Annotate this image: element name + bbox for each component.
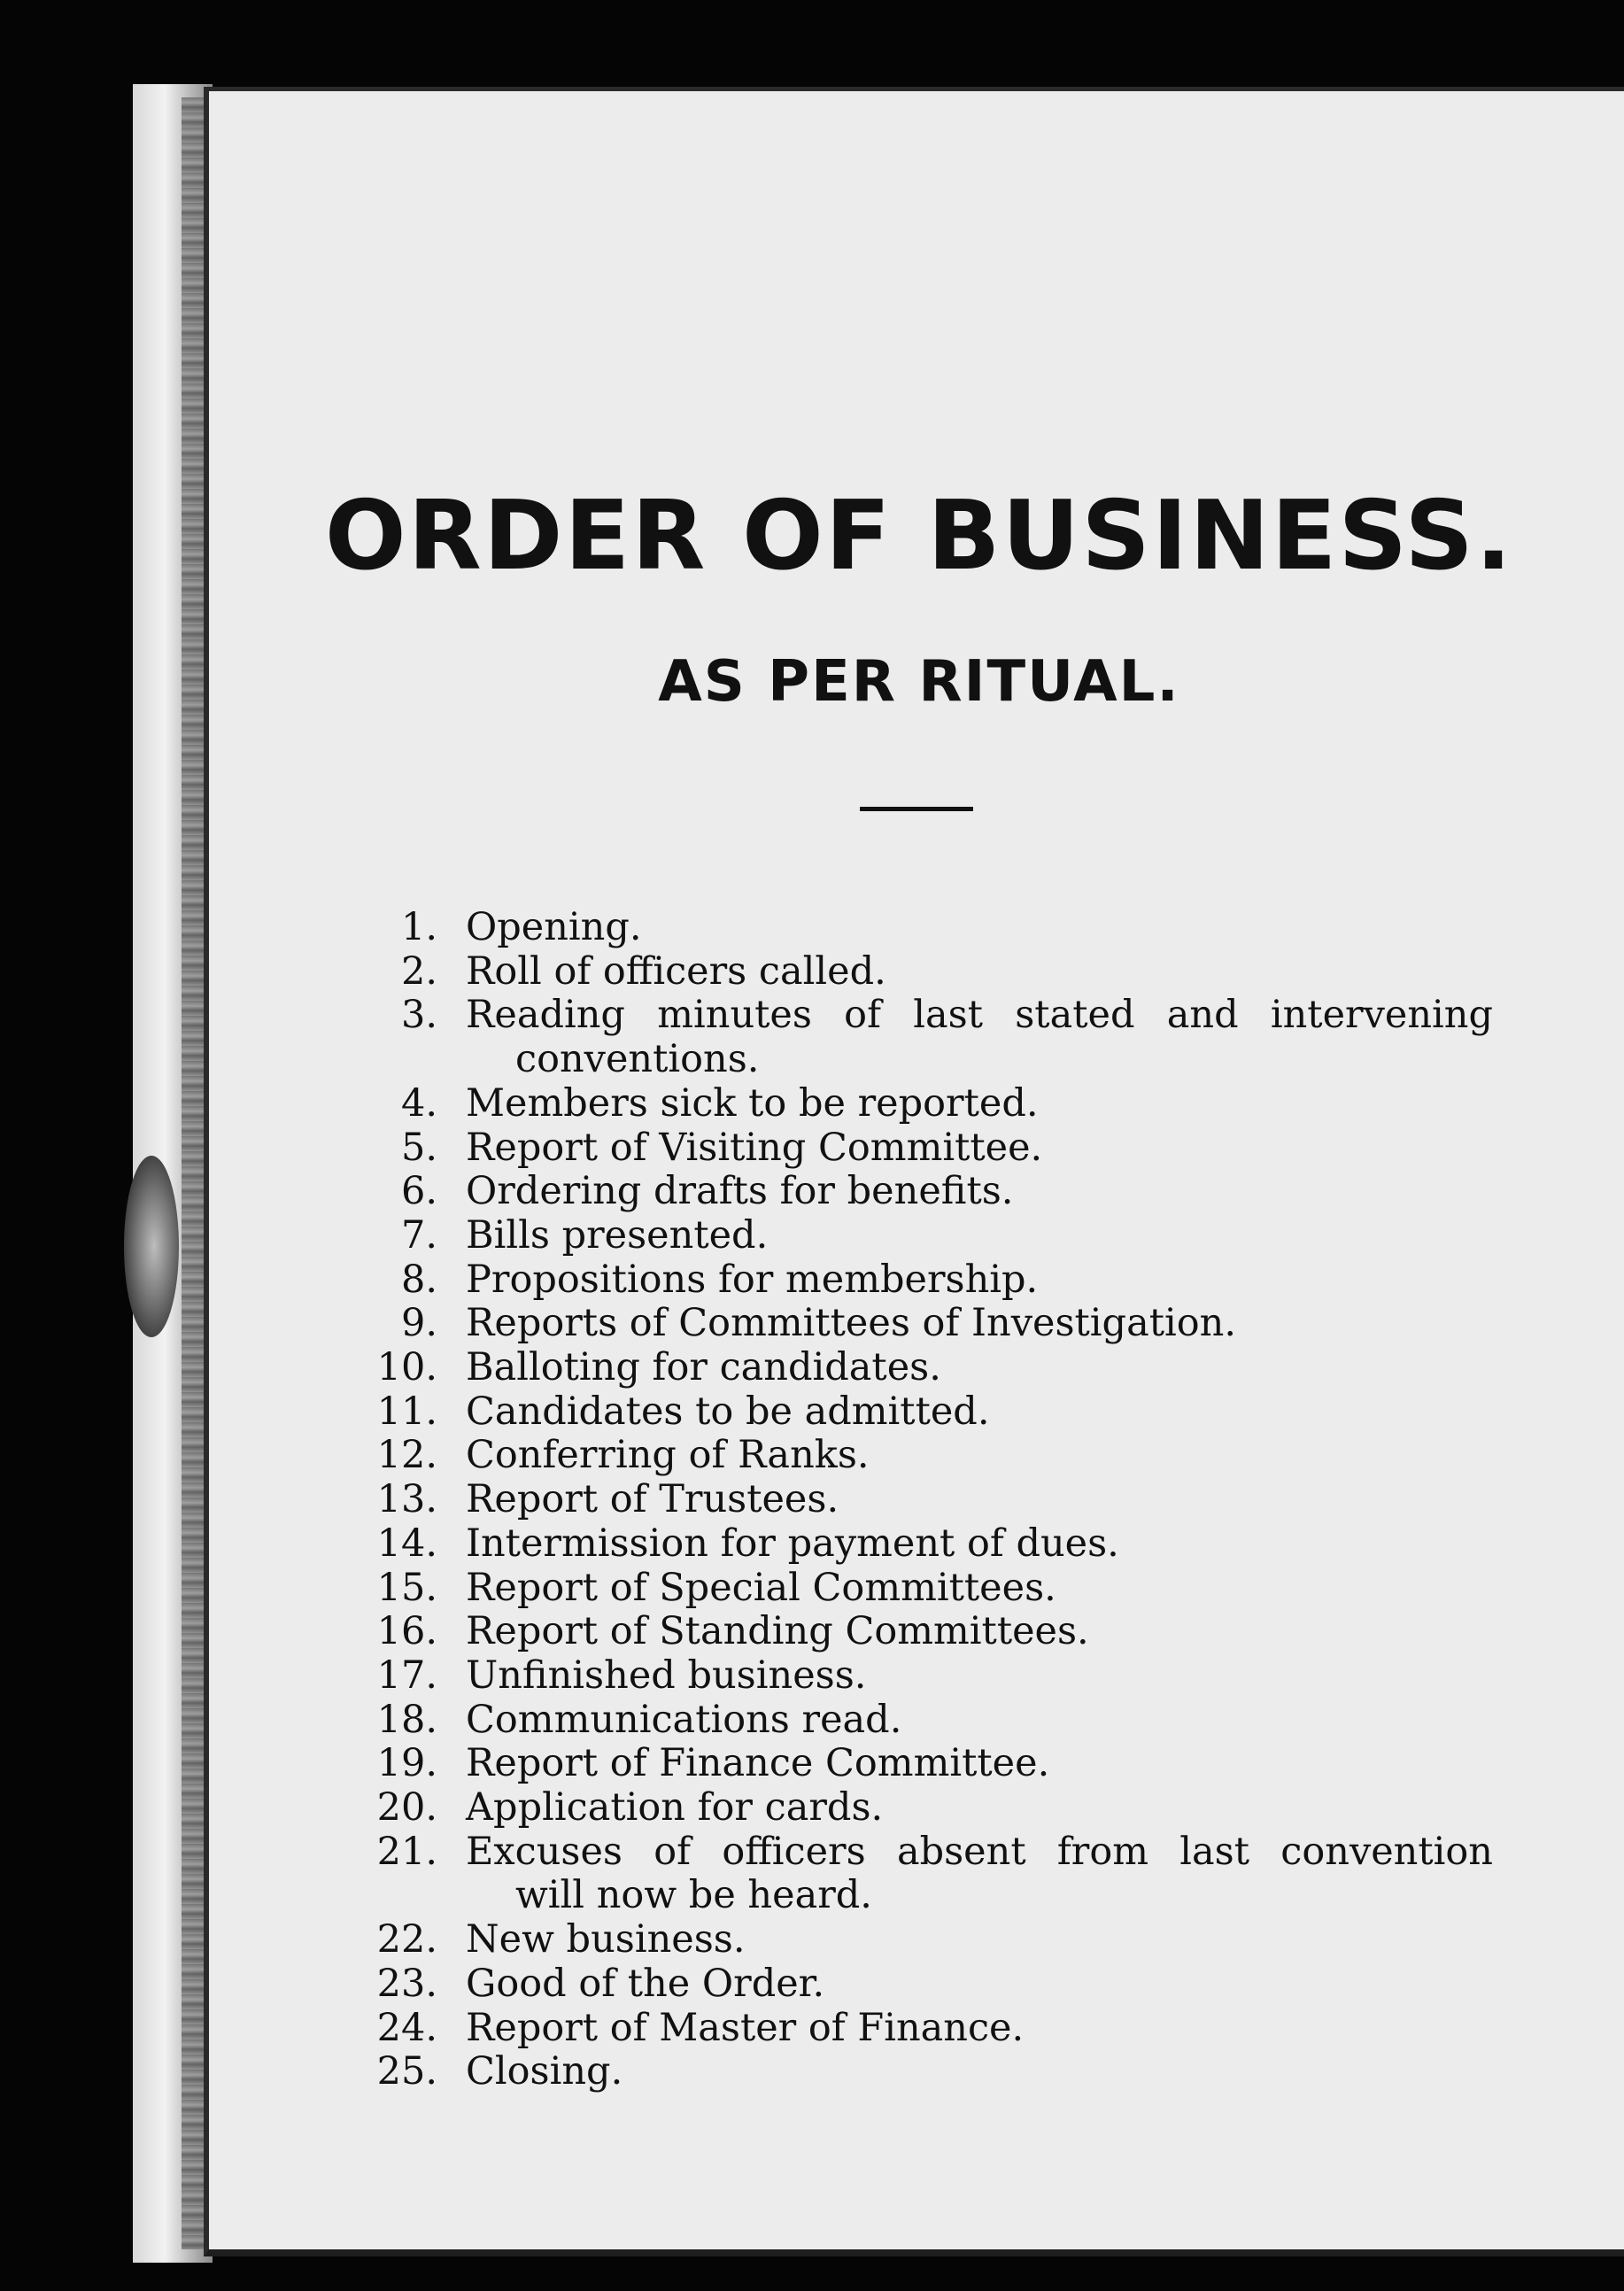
page	[204, 87, 1624, 2256]
item-number: 16.	[376, 1609, 437, 1654]
list-item	[209, 2050, 1624, 2094]
list-item	[209, 1567, 1624, 1611]
list-item	[209, 1786, 1624, 1830]
list-item	[209, 1390, 1624, 1435]
item-number: 20.	[376, 1785, 437, 1830]
item-number: 10.	[376, 1345, 437, 1390]
item-number: 12.	[376, 1433, 437, 1478]
list-item	[209, 994, 1624, 1081]
title-divider	[860, 807, 973, 811]
item-text: Report of Special Committees.	[466, 1565, 1056, 1610]
item-number: 1.	[400, 905, 437, 949]
item-number: 25.	[376, 2049, 437, 2094]
item-text: Report of Visiting Committee.	[466, 1125, 1043, 1170]
list-item	[209, 1962, 1624, 2007]
list-item	[209, 1830, 1624, 1918]
item-number: 2.	[400, 948, 437, 994]
item-text	[466, 1830, 1493, 1918]
item-text-continuation: conventions.	[515, 1037, 760, 1082]
item-number: 4.	[400, 1080, 437, 1126]
list-item	[209, 1610, 1624, 1654]
item-text: Roll of officers called.	[466, 948, 886, 994]
page-stack-edge	[182, 97, 206, 2249]
list-item	[209, 1346, 1624, 1390]
item-number: 13.	[376, 1477, 437, 1522]
list-item	[209, 1699, 1624, 1743]
list-item	[209, 1214, 1624, 1258]
item-text: Conferring of Ranks.	[466, 1433, 870, 1478]
item-number: 19.	[376, 1741, 437, 1786]
page-subtitle: AS PER RITUAL.	[658, 649, 1180, 715]
item-text: Balloting for candidates.	[466, 1345, 941, 1390]
item-number: 6.	[400, 1169, 437, 1214]
list-item	[209, 1302, 1624, 1346]
item-number: 9.	[400, 1301, 437, 1346]
book-clasp	[124, 1156, 179, 1337]
item-text-continuation: will now be heard.	[515, 1873, 872, 1918]
item-number: 7.	[400, 1212, 437, 1258]
item-number: 14.	[376, 1521, 437, 1566]
item-text-line: Excuses of officers absent from last convention	[466, 1829, 1493, 1874]
item-number: 11.	[376, 1389, 437, 1434]
item-text: Opening.	[466, 905, 642, 949]
item-text: Report of Master of Finance.	[466, 2005, 1025, 2050]
item-text: New business.	[466, 1917, 746, 1962]
item-text: Report of Finance Committee.	[466, 1741, 1050, 1786]
list-item	[209, 950, 1624, 995]
item-number: 8.	[400, 1257, 437, 1302]
list-item	[209, 1434, 1624, 1478]
item-text: Propositions for membership.	[466, 1257, 1039, 1302]
item-text: Communications read.	[466, 1697, 902, 1742]
item-text: Report of Trustees.	[466, 1477, 839, 1522]
list-item	[209, 1522, 1624, 1567]
list-item	[209, 1126, 1624, 1171]
item-number: 23.	[376, 1961, 437, 2006]
list-item	[209, 1478, 1624, 1522]
list-item	[209, 1918, 1624, 1962]
item-text: Candidates to be admitted.	[466, 1389, 990, 1434]
item-text: Reports of Committees of Investigation.	[466, 1301, 1236, 1346]
list-item	[209, 1170, 1624, 1214]
item-text: Ordering drafts for benefits.	[466, 1169, 1014, 1214]
item-text: Members sick to be reported.	[466, 1080, 1039, 1126]
item-number: 3.	[400, 993, 437, 1038]
item-number: 21.	[376, 1829, 437, 1874]
item-text-line: Reading minutes of last stated and intervening	[466, 993, 1493, 1038]
item-number: 5.	[400, 1125, 437, 1170]
item-number: 17.	[376, 1652, 437, 1698]
list-item	[209, 906, 1624, 950]
item-text: Application for cards.	[466, 1785, 884, 1830]
item-text: Good of the Order.	[466, 1961, 825, 2006]
page-title: ORDER OF BUSINESS.	[324, 481, 1514, 592]
order-of-business-list	[209, 906, 1624, 2094]
item-text: Unfinished business.	[466, 1652, 867, 1698]
item-text	[466, 994, 1493, 1081]
list-item	[209, 1082, 1624, 1126]
list-item	[209, 1258, 1624, 1303]
item-number: 15.	[376, 1565, 437, 1610]
item-text: Closing.	[466, 2049, 623, 2094]
list-item	[209, 1654, 1624, 1699]
item-number: 18.	[376, 1697, 437, 1742]
item-number: 24.	[376, 2005, 437, 2050]
item-number: 22.	[376, 1917, 437, 1962]
list-item	[209, 1742, 1624, 1786]
list-item	[209, 2007, 1624, 2051]
item-text: Intermission for payment of dues.	[466, 1521, 1119, 1566]
item-text: Bills presented.	[466, 1212, 769, 1258]
item-text: Report of Standing Committees.	[466, 1609, 1089, 1654]
